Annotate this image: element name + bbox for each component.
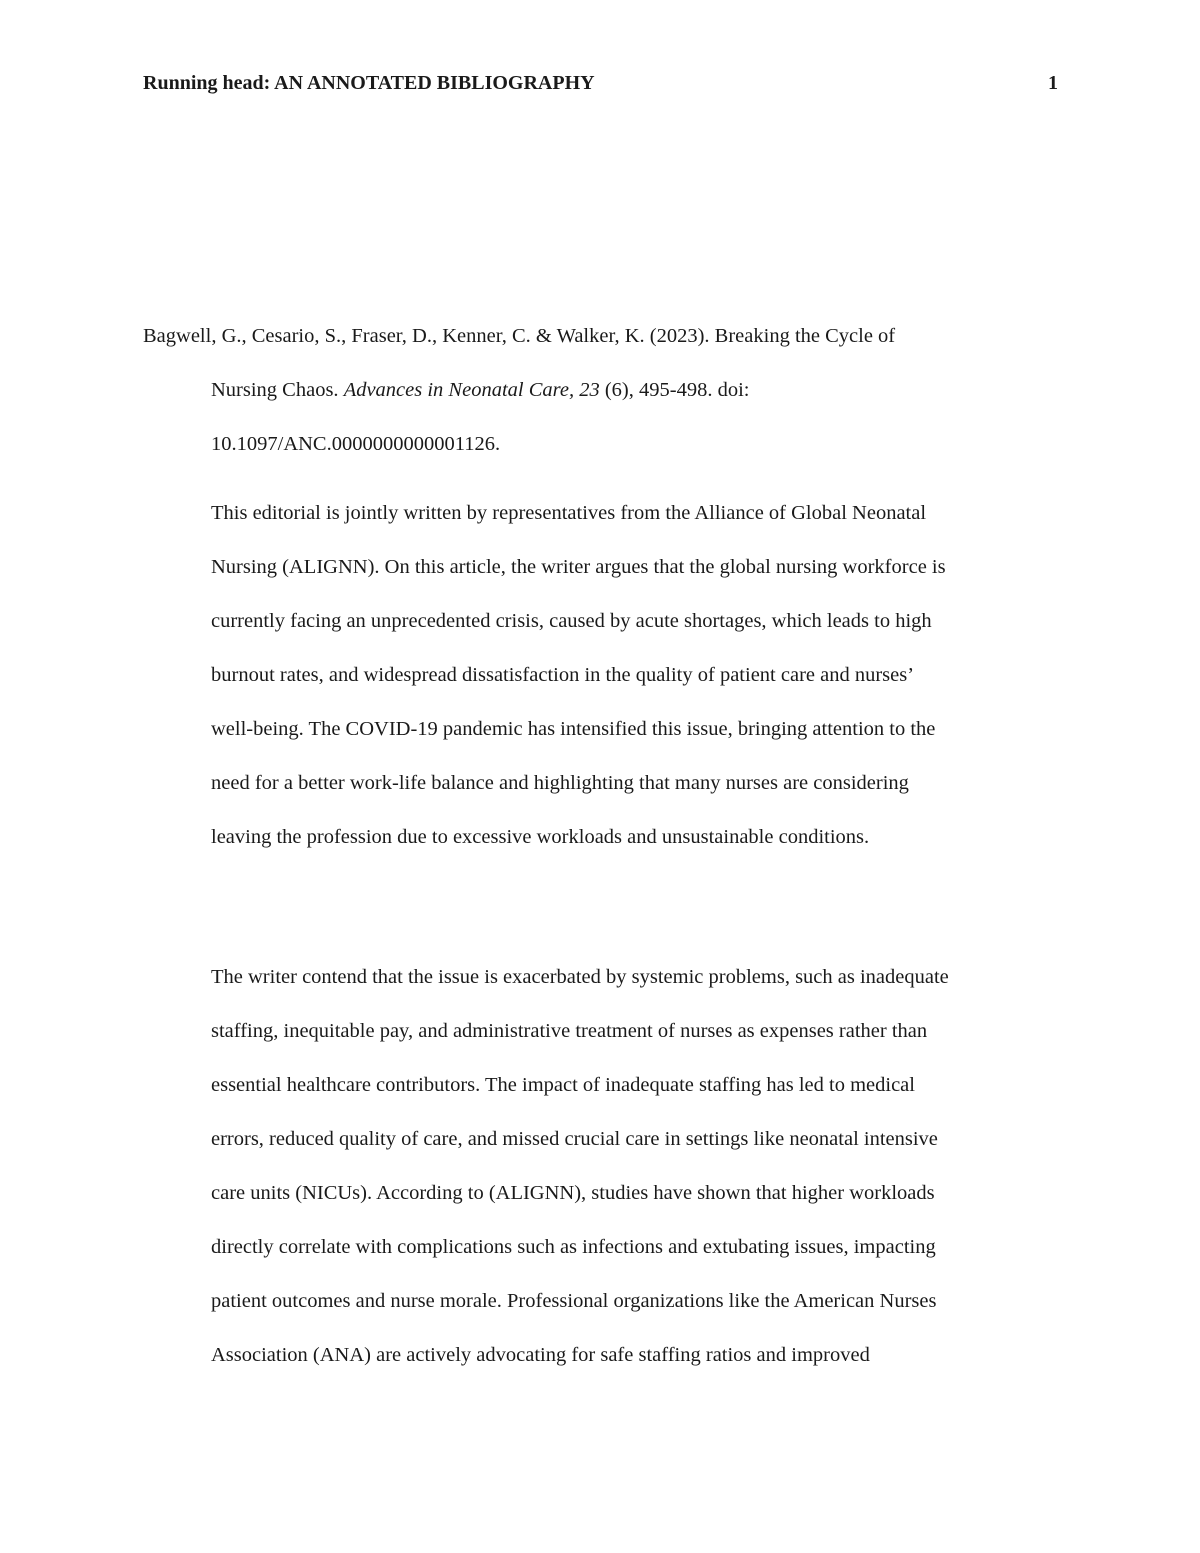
paragraph-line: Nursing (ALIGNN). On this article, the writer argues that the global nursing workforce is (211, 556, 946, 578)
paragraph-line: The writer contend that the issue is exacerbated by systemic problems, such as inadequate (211, 966, 949, 988)
journal-title: Advances in Neonatal Care, 23 (343, 379, 600, 401)
annotation-paragraph-2 (143, 950, 1131, 1382)
paragraph-line: This editorial is jointly written by representatives from the Alliance of Global Neonatal (211, 502, 927, 524)
paragraph-line: leaving the profession due to excessive workloads and unsustainable conditions. (211, 826, 870, 848)
paragraph-line: well-being. The COVID-19 pandemic has intensified this issue, bringing attention to the (211, 718, 936, 740)
paragraph-line: directly correlate with complications such as infections and extubating issues, impacting (211, 1236, 936, 1258)
citation-doi: 10.1097/ANC.0000000000001126. (211, 433, 501, 455)
citation (143, 309, 1131, 471)
paragraph-line: care units (NICUs). According to (ALIGNN), studies have shown that higher workloads (211, 1182, 935, 1204)
running-head: Running head: AN ANNOTATED BIBLIOGRAPHY (143, 72, 595, 94)
annotation-paragraph-1 (143, 486, 1131, 864)
paragraph-line: staffing, inequitable pay, and administrative treatment of nurses as expenses rather than (211, 1020, 928, 1042)
citation-text: (6), 495-498. doi: (599, 379, 750, 401)
paragraph-line: essential healthcare contributors. The impact of inadequate staffing has led to medical (211, 1074, 915, 1096)
citation-text: Nursing Chaos. (211, 379, 344, 401)
page-header (143, 72, 1058, 100)
paragraph-line: currently facing an unprecedented crisis, caused by acute shortages, which leads to high (211, 610, 932, 632)
paragraph-line: Association (ANA) are actively advocating for safe staffing ratios and improved (211, 1344, 870, 1366)
page-number: 1 (1048, 72, 1058, 94)
citation-line (211, 363, 1131, 417)
paragraph-line: errors, reduced quality of care, and missed crucial care in settings like neonatal intensive (211, 1128, 938, 1150)
paragraph-line: burnout rates, and widespread dissatisfaction in the quality of patient care and nurses’ (211, 664, 915, 686)
citation-line: Bagwell, G., Cesario, S., Fraser, D., Kenner, C. & Walker, K. (2023). Breaking the Cycle of (143, 325, 896, 347)
paragraph-line: patient outcomes and nurse morale. Professional organizations like the American Nurses (211, 1290, 937, 1312)
paragraph-line: need for a better work-life balance and highlighting that many nurses are considering (211, 772, 909, 794)
